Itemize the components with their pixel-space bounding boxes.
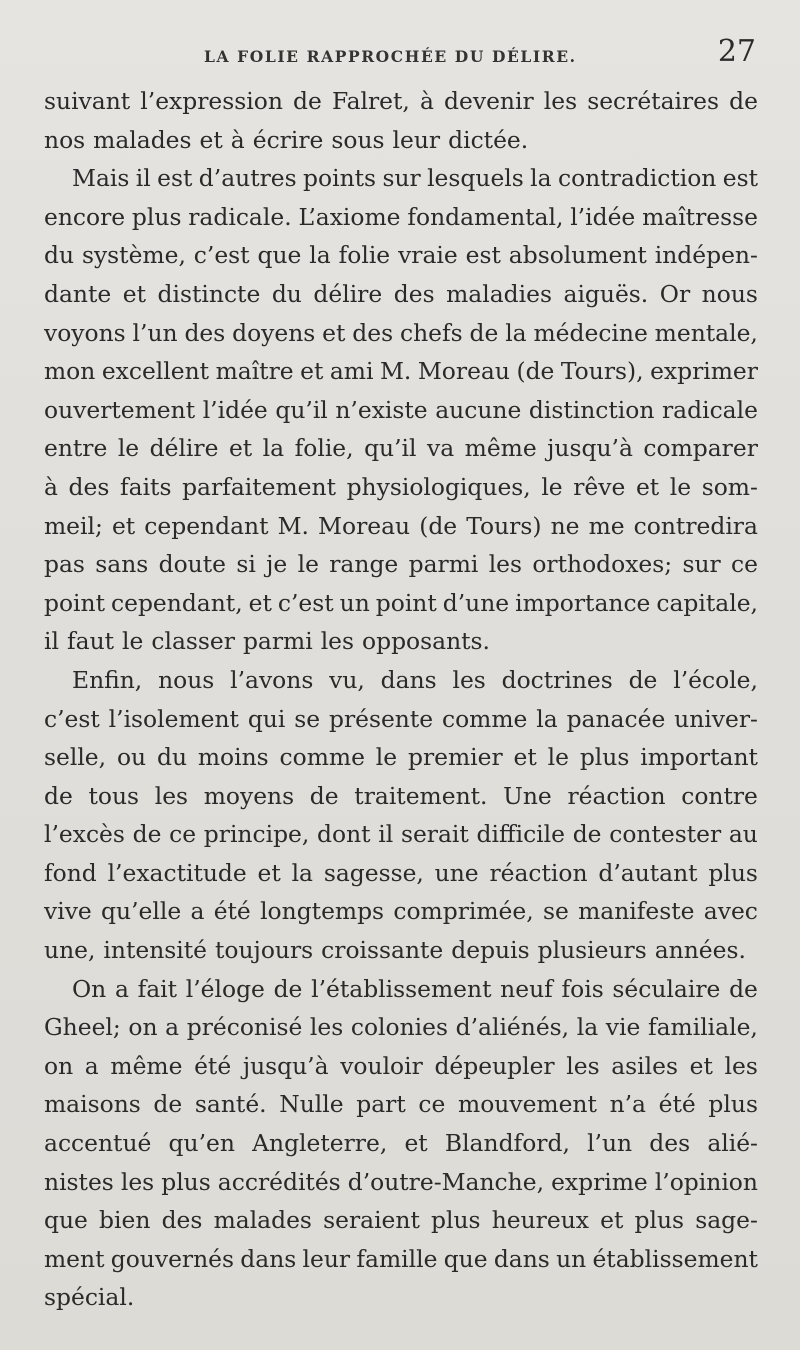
text-line: pas sans doute si je le range parmi les orthodoxes; sur ce [44, 550, 758, 579]
text-line: Enfin, nous l’avons vu, dans les doctrines de l’école, [72, 665, 758, 694]
text-line: voyons l’un des doyens et des chefs de la médecine mentale, [44, 318, 758, 347]
text-line: de tous les moyens de traitement. Une réaction contre [44, 781, 758, 810]
text-line: accentué qu’en Angleterre, et Blandford, l’un des alié- [44, 1129, 758, 1158]
text-line: point cependant, et c’est un point d’une importance capitale, [44, 588, 758, 617]
text-line: spécial. [44, 1283, 135, 1312]
text-line: ouvertement l’idée qu’il n’existe aucune distinction radicale [44, 395, 758, 424]
text-line: il faut le classer parmi les opposants. [44, 627, 490, 656]
text-line: On a fait l’éloge de l’établissement neuf fois séculaire de [72, 974, 758, 1003]
text-line: fond l’exactitude et la sagesse, une réaction d’autant plus [44, 858, 758, 887]
text-line: selle, ou du moins comme le premier et le plus important [44, 743, 758, 772]
text-line: vive qu’elle a été longtemps comprimée, se manifeste avec [44, 897, 758, 926]
text-line: c’est l’isolement qui se présente comme la panacée univer- [44, 704, 758, 733]
text-line: mon excellent maître et ami M. Moreau (de Tours), exprimer [44, 357, 758, 386]
text-line: Mais il est d’autres points sur lesquels la contradiction est [72, 164, 758, 193]
text-line: ment gouvernés dans leur famille que dans un établissement [44, 1244, 758, 1273]
text-line: nistes les plus accrédités d’outre-Manche, exprime l’opinion [44, 1167, 758, 1196]
text-line: à des faits parfaitement physiologiques, le rêve et le som- [44, 472, 758, 501]
text-line: encore plus radicale. L’axiome fondamental, l’idée maîtresse [44, 202, 758, 231]
text-line: entre le délire et la folie, qu’il va même jusqu’à comparer [44, 434, 758, 463]
text-line: dante et distincte du délire des maladies aiguës. Or nous [44, 279, 758, 308]
running-head: LA FOLIE RAPPROCHÉE DU DÉLIRE. [204, 47, 577, 66]
text-line: l’excès de ce principe, dont il serait difficile de contester au [44, 820, 758, 849]
text-line: maisons de santé. Nulle part ce mouvement n’a été plus [44, 1090, 758, 1119]
text-line: que bien des malades seraient plus heureux et plus sage- [44, 1206, 758, 1235]
text-line: nos malades et à écrire sous leur dictée. [44, 125, 529, 154]
text-line: Gheel; on a préconisé les colonies d’aliénés, la vie familiale, [44, 1013, 758, 1042]
body-text [44, 82, 758, 1317]
text-line: suivant l’expression de Falret, à devenir les secrétaires de [44, 87, 758, 115]
text-line: on a même été jusqu’à vouloir dépeupler les asiles et les [44, 1051, 758, 1080]
text-line: une, intensité toujours croissante depuis plusieurs années. [44, 936, 746, 965]
text-line: meil; et cependant M. Moreau (de Tours) ne me contredira [44, 511, 758, 540]
page-header [44, 34, 756, 74]
page-number: 27 [717, 34, 756, 69]
text-line: du système, c’est que la folie vraie est absolument indépen- [44, 241, 758, 270]
